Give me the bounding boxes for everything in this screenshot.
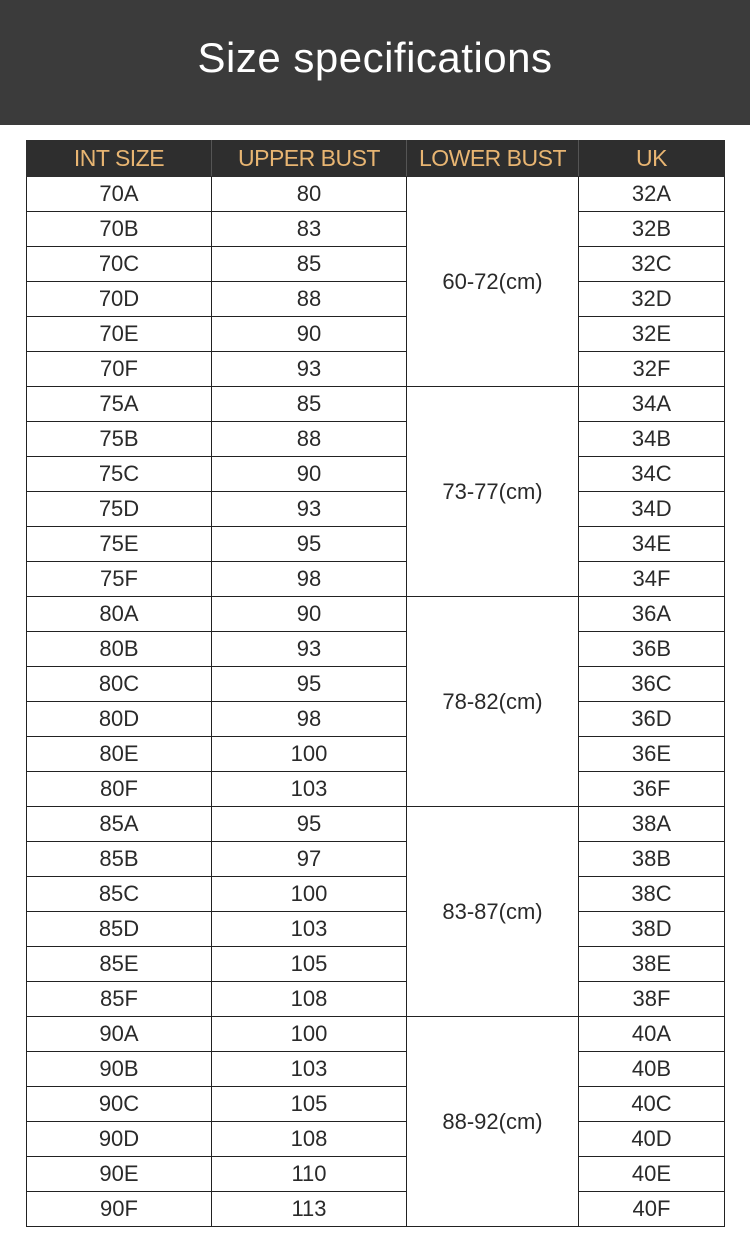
upper-bust-cell: 88 [212, 282, 407, 317]
page-title: Size specifications [197, 33, 553, 81]
table-row [27, 597, 725, 632]
int-size-cell: 70B [27, 212, 212, 247]
uk-size-cell: 34C [579, 457, 725, 492]
uk-size-cell: 32E [579, 317, 725, 352]
uk-size-cell: 38F [579, 982, 725, 1017]
table-row [27, 737, 725, 772]
int-size-cell: 80A [27, 597, 212, 632]
table-row [27, 317, 725, 352]
uk-size-cell: 40D [579, 1122, 725, 1157]
table-row [27, 912, 725, 947]
lower-bust-cell: 88-92(cm) [407, 1017, 579, 1227]
uk-size-cell: 38E [579, 947, 725, 982]
title-banner [0, 0, 750, 125]
table-row [27, 562, 725, 597]
lower-bust-cell: 78-82(cm) [407, 597, 579, 807]
upper-bust-cell: 103 [212, 912, 407, 947]
int-size-cell: 90E [27, 1157, 212, 1192]
lower-bust-cell: 60-72(cm) [407, 177, 579, 387]
int-size-cell: 90D [27, 1122, 212, 1157]
header-int-size: INT SIZE [27, 141, 212, 177]
uk-size-cell: 32C [579, 247, 725, 282]
uk-size-cell: 36B [579, 632, 725, 667]
upper-bust-cell: 95 [212, 667, 407, 702]
table-row [27, 422, 725, 457]
table-row [27, 1087, 725, 1122]
upper-bust-cell: 113 [212, 1192, 407, 1227]
int-size-cell: 80F [27, 772, 212, 807]
table-row [27, 282, 725, 317]
int-size-cell: 70F [27, 352, 212, 387]
int-size-cell: 70E [27, 317, 212, 352]
upper-bust-cell: 110 [212, 1157, 407, 1192]
uk-size-cell: 38C [579, 877, 725, 912]
uk-size-cell: 38D [579, 912, 725, 947]
int-size-cell: 75C [27, 457, 212, 492]
int-size-cell: 90A [27, 1017, 212, 1052]
uk-size-cell: 34B [579, 422, 725, 457]
table-row [27, 457, 725, 492]
int-size-cell: 70D [27, 282, 212, 317]
table-body [27, 177, 725, 1227]
table-row [27, 842, 725, 877]
table-row [27, 1157, 725, 1192]
uk-size-cell: 36A [579, 597, 725, 632]
upper-bust-cell: 88 [212, 422, 407, 457]
upper-bust-cell: 80 [212, 177, 407, 212]
table-row [27, 772, 725, 807]
table-row [27, 877, 725, 912]
table-row [27, 702, 725, 737]
uk-size-cell: 40A [579, 1017, 725, 1052]
uk-size-cell: 38B [579, 842, 725, 877]
int-size-cell: 70A [27, 177, 212, 212]
table-row [27, 982, 725, 1017]
lower-bust-cell: 83-87(cm) [407, 807, 579, 1017]
upper-bust-cell: 97 [212, 842, 407, 877]
upper-bust-cell: 95 [212, 807, 407, 842]
uk-size-cell: 36E [579, 737, 725, 772]
int-size-cell: 80E [27, 737, 212, 772]
header-uk: UK [579, 141, 725, 177]
int-size-cell: 90F [27, 1192, 212, 1227]
upper-bust-cell: 98 [212, 562, 407, 597]
upper-bust-cell: 93 [212, 632, 407, 667]
int-size-cell: 85F [27, 982, 212, 1017]
int-size-cell: 85D [27, 912, 212, 947]
upper-bust-cell: 100 [212, 877, 407, 912]
upper-bust-cell: 105 [212, 1087, 407, 1122]
int-size-cell: 75D [27, 492, 212, 527]
table-row [27, 247, 725, 282]
int-size-cell: 70C [27, 247, 212, 282]
uk-size-cell: 32F [579, 352, 725, 387]
table-row [27, 1122, 725, 1157]
table-row [27, 352, 725, 387]
upper-bust-cell: 90 [212, 597, 407, 632]
table-header-row [27, 141, 725, 177]
table-row [27, 807, 725, 842]
int-size-cell: 85A [27, 807, 212, 842]
int-size-cell: 80D [27, 702, 212, 737]
upper-bust-cell: 108 [212, 982, 407, 1017]
uk-size-cell: 36C [579, 667, 725, 702]
upper-bust-cell: 85 [212, 387, 407, 422]
uk-size-cell: 36F [579, 772, 725, 807]
int-size-cell: 75B [27, 422, 212, 457]
uk-size-cell: 40F [579, 1192, 725, 1227]
uk-size-cell: 34D [579, 492, 725, 527]
upper-bust-cell: 83 [212, 212, 407, 247]
uk-size-cell: 40B [579, 1052, 725, 1087]
table-row [27, 947, 725, 982]
int-size-cell: 85B [27, 842, 212, 877]
uk-size-cell: 36D [579, 702, 725, 737]
uk-size-cell: 32D [579, 282, 725, 317]
table-row [27, 1017, 725, 1052]
int-size-cell: 85C [27, 877, 212, 912]
upper-bust-cell: 105 [212, 947, 407, 982]
upper-bust-cell: 103 [212, 1052, 407, 1087]
table-row [27, 527, 725, 562]
upper-bust-cell: 98 [212, 702, 407, 737]
int-size-cell: 90B [27, 1052, 212, 1087]
uk-size-cell: 32A [579, 177, 725, 212]
table-row [27, 632, 725, 667]
upper-bust-cell: 85 [212, 247, 407, 282]
upper-bust-cell: 100 [212, 1017, 407, 1052]
upper-bust-cell: 108 [212, 1122, 407, 1157]
int-size-cell: 85E [27, 947, 212, 982]
table-row [27, 1052, 725, 1087]
upper-bust-cell: 93 [212, 492, 407, 527]
upper-bust-cell: 100 [212, 737, 407, 772]
header-lower-bust: LOWER BUST [407, 141, 579, 177]
uk-size-cell: 40C [579, 1087, 725, 1122]
int-size-cell: 75E [27, 527, 212, 562]
header-upper-bust: UPPER BUST [212, 141, 407, 177]
table-row [27, 387, 725, 422]
lower-bust-cell: 73-77(cm) [407, 387, 579, 597]
uk-size-cell: 40E [579, 1157, 725, 1192]
upper-bust-cell: 103 [212, 772, 407, 807]
int-size-cell: 75A [27, 387, 212, 422]
int-size-cell: 80B [27, 632, 212, 667]
uk-size-cell: 38A [579, 807, 725, 842]
int-size-cell: 80C [27, 667, 212, 702]
int-size-cell: 75F [27, 562, 212, 597]
upper-bust-cell: 93 [212, 352, 407, 387]
size-chart-table [26, 140, 725, 1227]
table-row [27, 1192, 725, 1227]
table-row [27, 667, 725, 702]
uk-size-cell: 32B [579, 212, 725, 247]
uk-size-cell: 34A [579, 387, 725, 422]
table-row [27, 177, 725, 212]
upper-bust-cell: 90 [212, 317, 407, 352]
uk-size-cell: 34E [579, 527, 725, 562]
upper-bust-cell: 90 [212, 457, 407, 492]
table-row [27, 212, 725, 247]
upper-bust-cell: 95 [212, 527, 407, 562]
uk-size-cell: 34F [579, 562, 725, 597]
int-size-cell: 90C [27, 1087, 212, 1122]
table-row [27, 492, 725, 527]
